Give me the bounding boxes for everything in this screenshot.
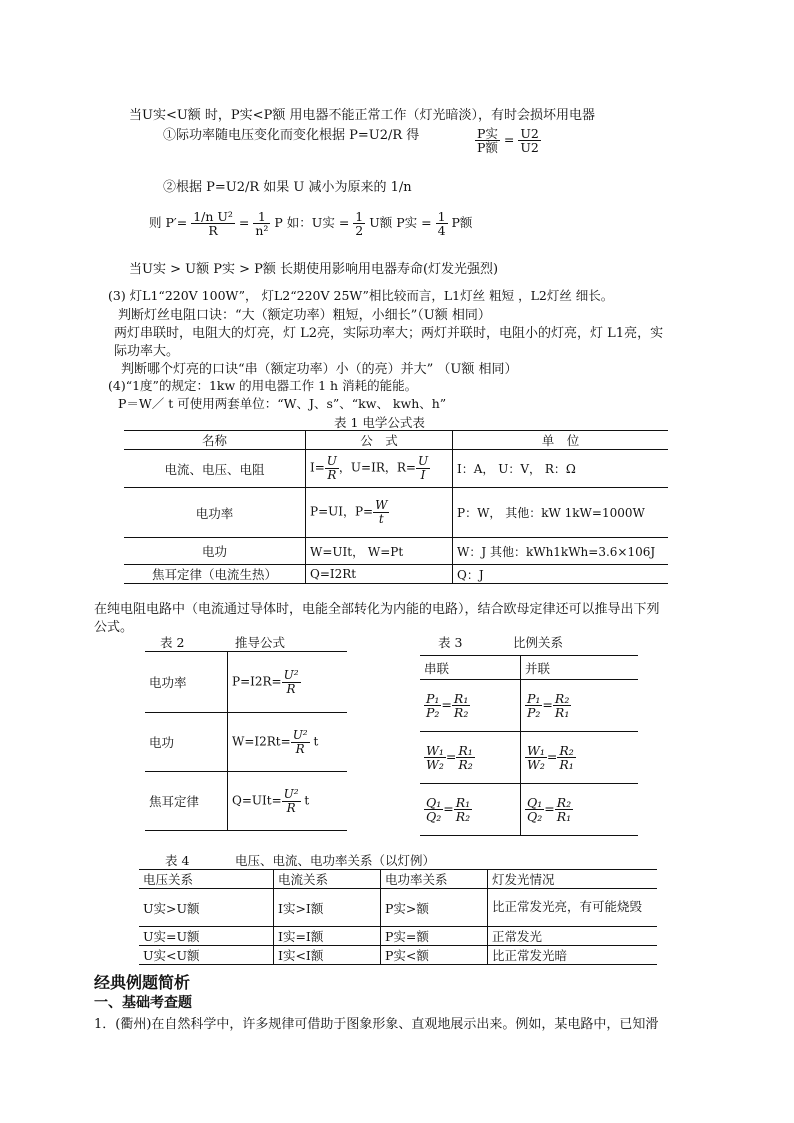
fraction-denominator: R [286, 800, 296, 815]
parallel-ratio [521, 784, 639, 836]
section-heading: 经典例题简析 [94, 973, 191, 992]
formula-cell [228, 772, 348, 831]
equals-sign: = [544, 801, 555, 816]
column-header: 名称 [124, 431, 306, 450]
table-row [145, 713, 347, 772]
table-row [139, 889, 657, 927]
fraction-numerator: 1 [437, 209, 446, 224]
formula-cell [306, 450, 453, 488]
equals-sign: = [445, 749, 457, 764]
fraction-denominator: R [286, 681, 296, 696]
fraction-denominator: R₂ [455, 809, 471, 824]
table-row [139, 946, 657, 965]
parallel-ratio [521, 680, 639, 732]
equals-sign: = [443, 801, 454, 816]
column-header: 电流关系 [274, 870, 381, 889]
series-ratio [420, 680, 521, 732]
text-segment: P=I2R= [232, 674, 282, 689]
fraction-numerator: U [417, 454, 429, 469]
unit-cell: W：J 其他：kWh1kWh=3.6×106J [453, 538, 669, 565]
text-segment: Q=UIt= [232, 793, 282, 808]
fraction-numerator: W₁ [426, 742, 444, 758]
fraction-denominator: P₂ [426, 705, 440, 720]
table-cell: 比正常发光亮，有可能烧毁 [488, 889, 658, 927]
fraction-denominator: R [208, 223, 218, 239]
fraction-numerator: R₂ [554, 690, 570, 706]
fraction-denominator: Q₂ [426, 809, 442, 824]
text-segment: P 如：U实 = [274, 215, 350, 231]
table-cell: U实=U额 [139, 927, 274, 946]
formula-cell: W=UIt， W=Pt [306, 538, 453, 565]
fraction-denominator: Q₂ [527, 809, 543, 824]
fraction-denominator: R₁ [554, 705, 570, 720]
table-row [139, 927, 657, 946]
fraction-numerator: U [326, 454, 337, 469]
table-3-caption-label: 表 3 [438, 635, 463, 650]
formula-cell [306, 488, 453, 538]
fraction-numerator: W [375, 498, 388, 513]
fraction-numerator: U2 [520, 126, 539, 141]
table-row [420, 680, 638, 732]
row-name: 电功 [124, 538, 306, 565]
fraction-denominator: R₁ [556, 809, 572, 824]
fraction-denominator: U2 [520, 140, 539, 156]
text-segment: W=I2Rt= [232, 734, 291, 749]
column-header: 单 位 [453, 431, 669, 450]
table-cell: 正常发光 [488, 927, 658, 946]
equals-sign: = [238, 215, 250, 231]
fraction-denominator: W₂ [527, 757, 545, 772]
unit-cell: I：A， U：V， R：Ω [453, 450, 669, 488]
text-segment: t [304, 793, 310, 808]
line-8: 两灯串联时，电阻大的灯亮，灯 L2亮，实际功率大；两灯并联时，电阻小的灯亮，灯 L1亮，实 [114, 326, 664, 341]
fraction-numerator: U² [283, 667, 299, 682]
fraction-denominator: I [420, 468, 426, 482]
table-row [145, 652, 347, 713]
table-cell: I实<I额 [274, 946, 381, 965]
line-1: 当U实<U额 时，P实<P额 用电器不能正常工作（灯光暗淡），有时会损坏用电器 [129, 108, 595, 123]
column-header: 串联 [420, 656, 521, 680]
fraction-numerator: P₁ [426, 690, 440, 706]
fraction-denominator: P额 [477, 140, 498, 156]
formula-cell [228, 652, 348, 713]
table-cell: U实<U额 [139, 946, 274, 965]
fraction-numerator: U² [283, 786, 299, 801]
table-cell: P实<额 [381, 946, 488, 965]
formula-table [124, 430, 668, 584]
text-segment: I= [310, 461, 325, 475]
equals-sign: = [441, 697, 452, 712]
table-cell: I实=I额 [274, 927, 381, 946]
table-cell: I实>I额 [274, 889, 381, 927]
fraction-numerator: R₁ [455, 794, 471, 810]
row-name: 电功率 [124, 488, 306, 538]
table-3-caption-title: 比例关系 [513, 635, 564, 650]
fraction-denominator: t [378, 512, 384, 526]
table-cell: P实=额 [381, 927, 488, 946]
formula-cell: Q=I2Rt [306, 565, 453, 584]
column-header: 公 式 [306, 431, 453, 450]
text-segment: t [313, 734, 319, 749]
fraction-denominator: n² [255, 223, 269, 239]
fraction-denominator: R₂ [453, 705, 469, 720]
fraction-denominator: R [295, 741, 305, 756]
fraction-numerator: Q₁ [426, 794, 442, 810]
table-row [124, 488, 668, 538]
equals-sign: = [546, 749, 558, 764]
line-11: (4)“1度”的规定：1kw 的用电器工作 1 h 消耗的能能。 [108, 378, 418, 393]
fraction-denominator: R₁ [559, 757, 574, 772]
fraction-denominator: R [327, 468, 337, 482]
fraction-numerator: R₁ [458, 742, 473, 758]
fraction-numerator: R₂ [559, 742, 574, 758]
text-segment: 则 P′= [149, 215, 188, 231]
ratio-formula [475, 127, 541, 154]
equals-sign: = [542, 697, 553, 712]
table-row [124, 565, 668, 584]
unit-cell: P：W， 其他：kW 1kW=1000W [453, 488, 669, 538]
row-name: 电功 [145, 713, 228, 772]
table-row [124, 450, 668, 488]
row-name: 电功率 [145, 652, 228, 713]
equals-sign: = [503, 132, 515, 148]
fraction-numerator: U² [292, 727, 308, 742]
column-header: 电压关系 [139, 870, 274, 889]
fraction-numerator: 1 [253, 210, 270, 224]
table-cell: P实>额 [381, 889, 488, 927]
column-header: 电功率关系 [381, 870, 488, 889]
formula-cell [228, 713, 348, 772]
text-segment: ，U=IR，R= [338, 461, 416, 475]
line-9: 际功率大。 [114, 344, 180, 359]
line-7: 判断灯丝电阻口诀：“大（额定功率）粗短，小细长”（U额 相同） [118, 308, 491, 323]
table-row [420, 732, 638, 784]
column-header: 并联 [521, 656, 639, 680]
table-row [145, 772, 347, 831]
fraction-numerator: W₁ [527, 742, 545, 758]
fraction-numerator: R₁ [453, 690, 469, 706]
fraction-denominator: P₂ [527, 705, 541, 720]
table-2-caption-label: 表 2 [160, 635, 185, 650]
line-2: ①际功率随电压变化而变化根据 P=U2/R 得 [163, 128, 420, 143]
table-row [124, 538, 668, 565]
table-4-caption-label: 表 4 [165, 853, 190, 868]
fraction-numerator: 1/n U² [193, 209, 233, 224]
table-1-caption: 表 1 电学公式表 [334, 415, 425, 430]
fraction-denominator: 2 [355, 223, 364, 239]
fraction-numerator: R₂ [556, 794, 572, 810]
row-name: 电流、电压、电阻 [124, 450, 306, 488]
line-12: P＝W／ t 可使用两套单位：“W、J、s”、“kw、 kwh、h” [118, 396, 447, 411]
unit-cell: Q：J [453, 565, 669, 584]
ratio-table [420, 655, 638, 836]
table-row [420, 784, 638, 836]
table-cell: U实>U额 [139, 889, 274, 927]
fraction-numerator: 1 [355, 209, 364, 224]
fraction-denominator: 4 [437, 223, 446, 239]
line-5: 当U实 > U额 P实 > P额 长期使用影响用电器寿命(灯发光强烈) [129, 262, 499, 277]
parallel-ratio [521, 732, 639, 784]
paragraph-line-2: 公式。 [94, 620, 134, 635]
column-header: 灯发光情况 [488, 870, 658, 889]
fraction-denominator: W₂ [426, 757, 444, 772]
row-name: 焦耳定律 [145, 772, 228, 831]
row-name: 焦耳定律（电流生热） [124, 565, 306, 584]
line-6: (3) 灯L1“220V 100W”， 灯L2“220V 25W”相比较而言，L1灯丝 粗短 ，L2灯丝 细长。 [108, 288, 614, 303]
series-ratio [420, 784, 521, 836]
fraction-numerator: Q₁ [527, 794, 543, 810]
relation-table [139, 869, 657, 965]
text-segment: P额 [451, 215, 473, 231]
fraction-numerator: P实 [477, 126, 498, 141]
line-10: 判断哪个灯亮的口诀“串（额定功率）小（的亮）并大” （U额 相同） [121, 362, 518, 377]
fraction-numerator: P₁ [527, 690, 541, 706]
text-segment: U额 P实 = [369, 215, 432, 231]
question-1: 1．(衢州)在自然科学中，许多规律可借助于图象形象、直观地展示出来。例如，某电路中，已知滑 [94, 1017, 659, 1032]
text-segment: P=UI，P= [310, 505, 374, 519]
table-cell: 比正常发光暗 [488, 946, 658, 965]
series-ratio [420, 732, 521, 784]
subsection-heading: 一、基础考查题 [94, 995, 192, 1011]
table-4-caption-title: 电压、电流、电功率关系（以灯例） [235, 853, 436, 868]
paragraph-line-1: 在纯电阻电路中（电流通过导体时，电能全部转化为内能的电路），结合欧母定律还可以推导出下列 [94, 602, 660, 617]
table-2-caption-title: 推导公式 [235, 635, 286, 650]
line-4 [149, 210, 472, 237]
line-3: ②根据 P=U2/R 如果 U 减小为原来的 1/n [163, 180, 412, 195]
fraction-denominator: R₂ [458, 757, 473, 772]
derived-formula-table [145, 651, 347, 831]
